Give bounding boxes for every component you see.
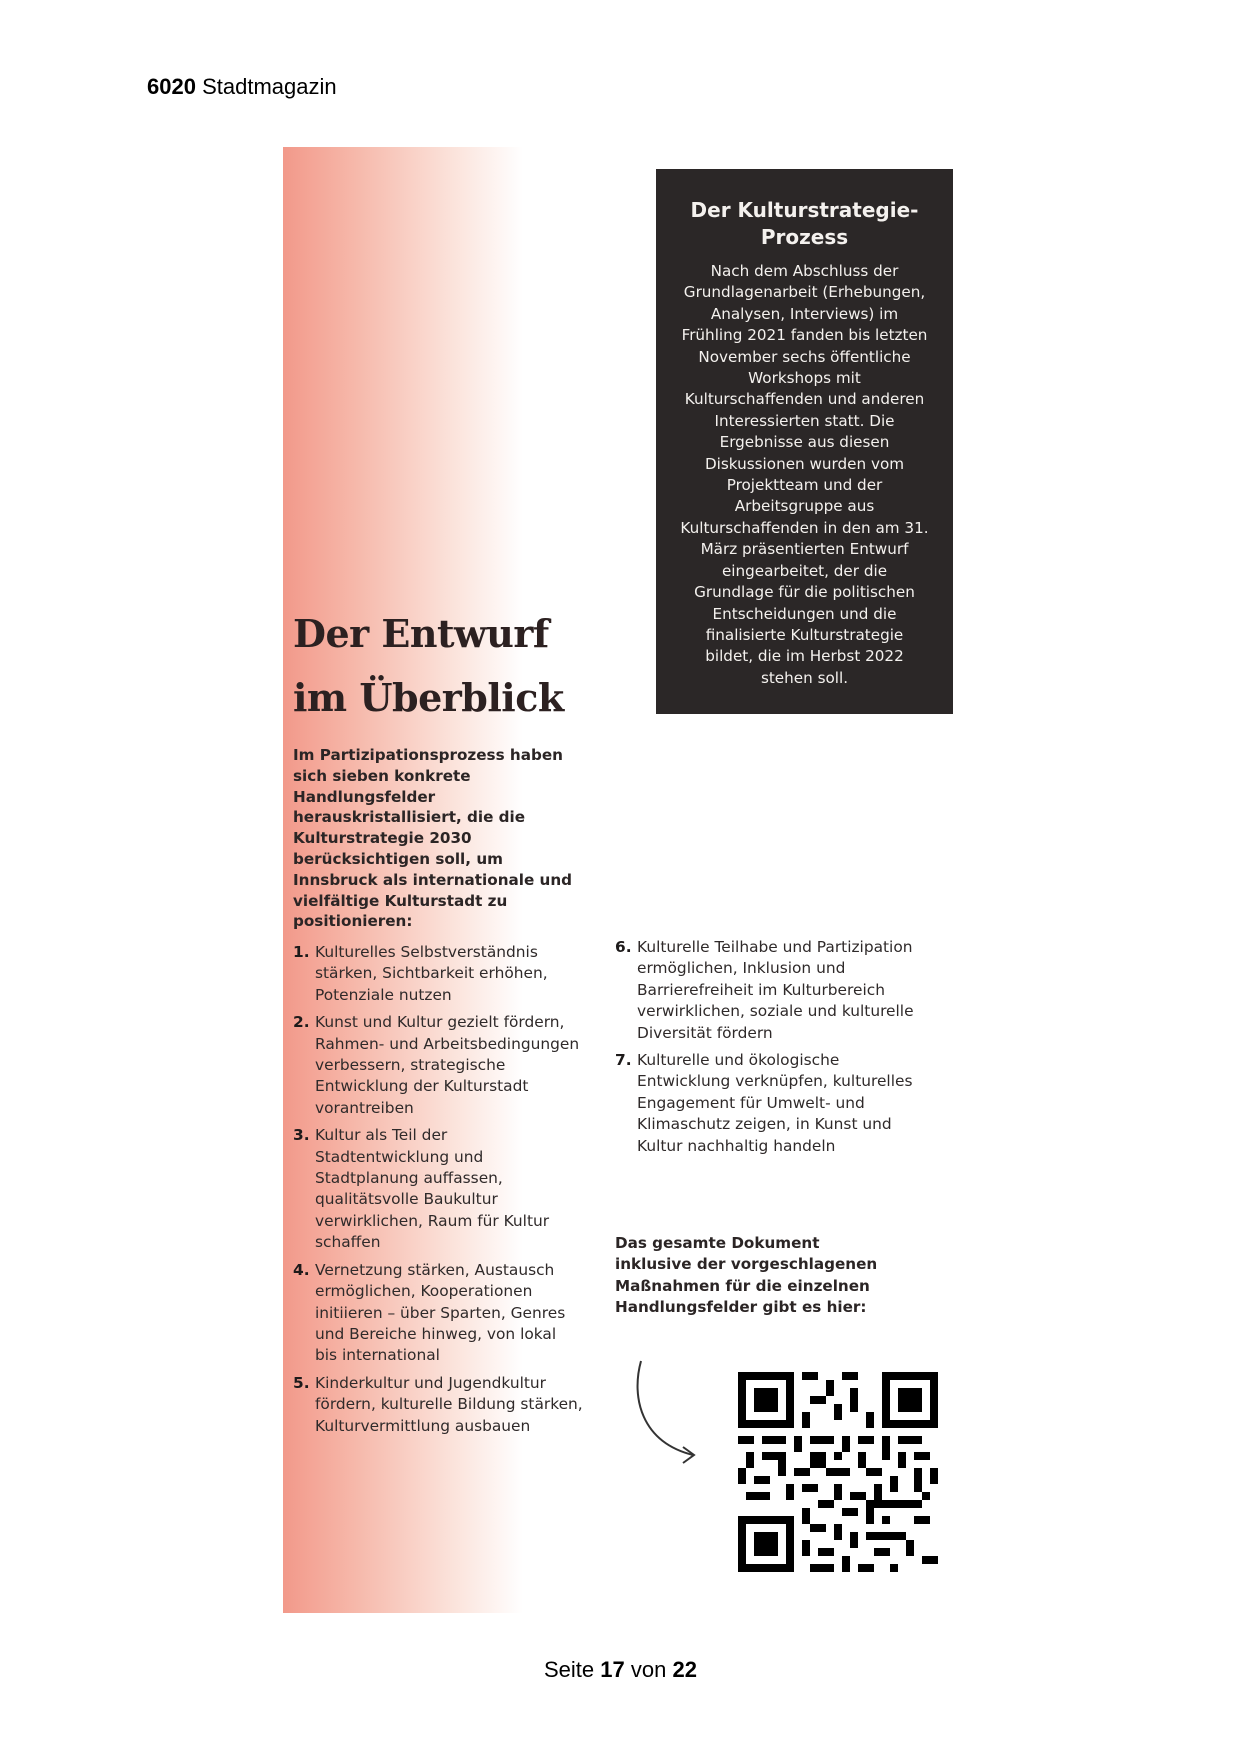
list-item-number: 6. xyxy=(615,938,632,956)
page-footer xyxy=(0,1657,1241,1683)
list-item xyxy=(293,1125,583,1253)
list-item-text: Kinderkultur und Jugendkultur fördern, kulturelle Bildung stärken, Kulturvermittlung ausbauen xyxy=(315,1373,583,1435)
page-header xyxy=(147,74,337,100)
document-link-text: Das gesamte Dokument inklusive der vorgeschlagenen Maßnahmen für die einzelnen Handlungsfelder gibt es hier: xyxy=(615,1234,878,1317)
list-item-number: 7. xyxy=(615,1051,632,1070)
list-item-text: Kulturelle und ökologische Entwicklung verknüpfen, kulturelles Engagement für Umwelt- und Klimaschutz zeigen, in Kunst und Kultur nachhaltig handeln xyxy=(637,1051,913,1155)
action-fields-list-left xyxy=(293,942,583,1443)
qr-code-icon[interactable] xyxy=(738,1372,938,1572)
list-item xyxy=(293,1012,583,1119)
process-box-text: Nach dem Abschluss der Grundlagenarbeit (Erhebungen, Analysen, Interviews) im Frühling 2021 fanden bis letzten November sechs öffentliche Workshops mit Kulturschaffenden und anderen Interessierten statt. Die Ergebnisse aus diesen Diskussionen wurden vom Projektteam und der Arbeitsgruppe aus Kulturschaffenden in den am 31. März präsentierten Entwurf eingearbeitet, der die Grundlage für die politischen Entscheidungen und die finalisierte Kulturstrategie bildet, die im Herbst 2022 stehen soll. xyxy=(680,262,929,687)
list-item-number: 5. xyxy=(293,1373,310,1392)
list-item xyxy=(293,1373,583,1437)
footer-total-pages: 22 xyxy=(672,1657,697,1682)
header-title: Stadtmagazin xyxy=(202,74,337,99)
headline-line-2: im Überblick xyxy=(293,675,564,720)
list-item-text: Kulturelles Selbstverständnis stärken, Sichtbarkeit erhöhen, Potenziale nutzen xyxy=(315,943,548,1004)
process-info-box xyxy=(656,169,953,714)
list-item xyxy=(615,937,915,1044)
article-intro: Im Partizipationsprozess haben sich sieben konkrete Handlungsfelder herauskristallisiert, die die Kulturstrategie 2030 berücksichtigen soll, um Innsbruck als internationale und vielfältige Kulturstadt zu positionieren: xyxy=(293,746,573,931)
list-item xyxy=(293,1260,583,1367)
list-item-number: 4. xyxy=(293,1260,310,1279)
footer-prefix: Seite xyxy=(544,1657,595,1682)
magazine-page xyxy=(283,147,958,1613)
curved-arrow-icon xyxy=(631,1357,721,1467)
list-item-text: Kunst und Kultur gezielt fördern, Rahmen- und Arbeitsbedingungen verbessern, strategische Entwicklung der Kulturstadt vorantreiben xyxy=(315,1013,580,1117)
footer-middle: von xyxy=(630,1657,667,1682)
article-headline xyxy=(293,602,623,730)
list-item-number: 1. xyxy=(293,943,310,961)
headline-line-1: Der Entwurf xyxy=(293,611,549,656)
footer-page-number: 17 xyxy=(600,1657,625,1682)
list-item-number: 2. xyxy=(293,1013,310,1032)
action-fields-list-right xyxy=(615,937,915,1163)
list-item-text: Vernetzung stärken, Austausch ermöglichen, Kooperationen initiieren – über Sparten, Genres und Bereiche hinweg, von lokal bis international xyxy=(315,1260,566,1365)
process-box-title: Der Kulturstrategie-Prozess xyxy=(690,198,919,249)
list-item-number: 3. xyxy=(293,1126,310,1145)
list-item-text: Kultur als Teil der Stadtentwicklung und Stadtplanung auffassen, qualitätsvolle Baukultur verwirklichen, Raum für Kultur schaffen xyxy=(315,1126,550,1252)
list-item-text: Kulturelle Teilhabe und Partizipation ermöglichen, Inklusion und Barrierefreiheit im Kulturbereich verwirklichen, soziale und kulturelle Diversität fördern xyxy=(637,938,914,1042)
header-number: 6020 xyxy=(147,74,196,99)
list-item xyxy=(615,1050,915,1157)
list-item xyxy=(293,942,583,1006)
